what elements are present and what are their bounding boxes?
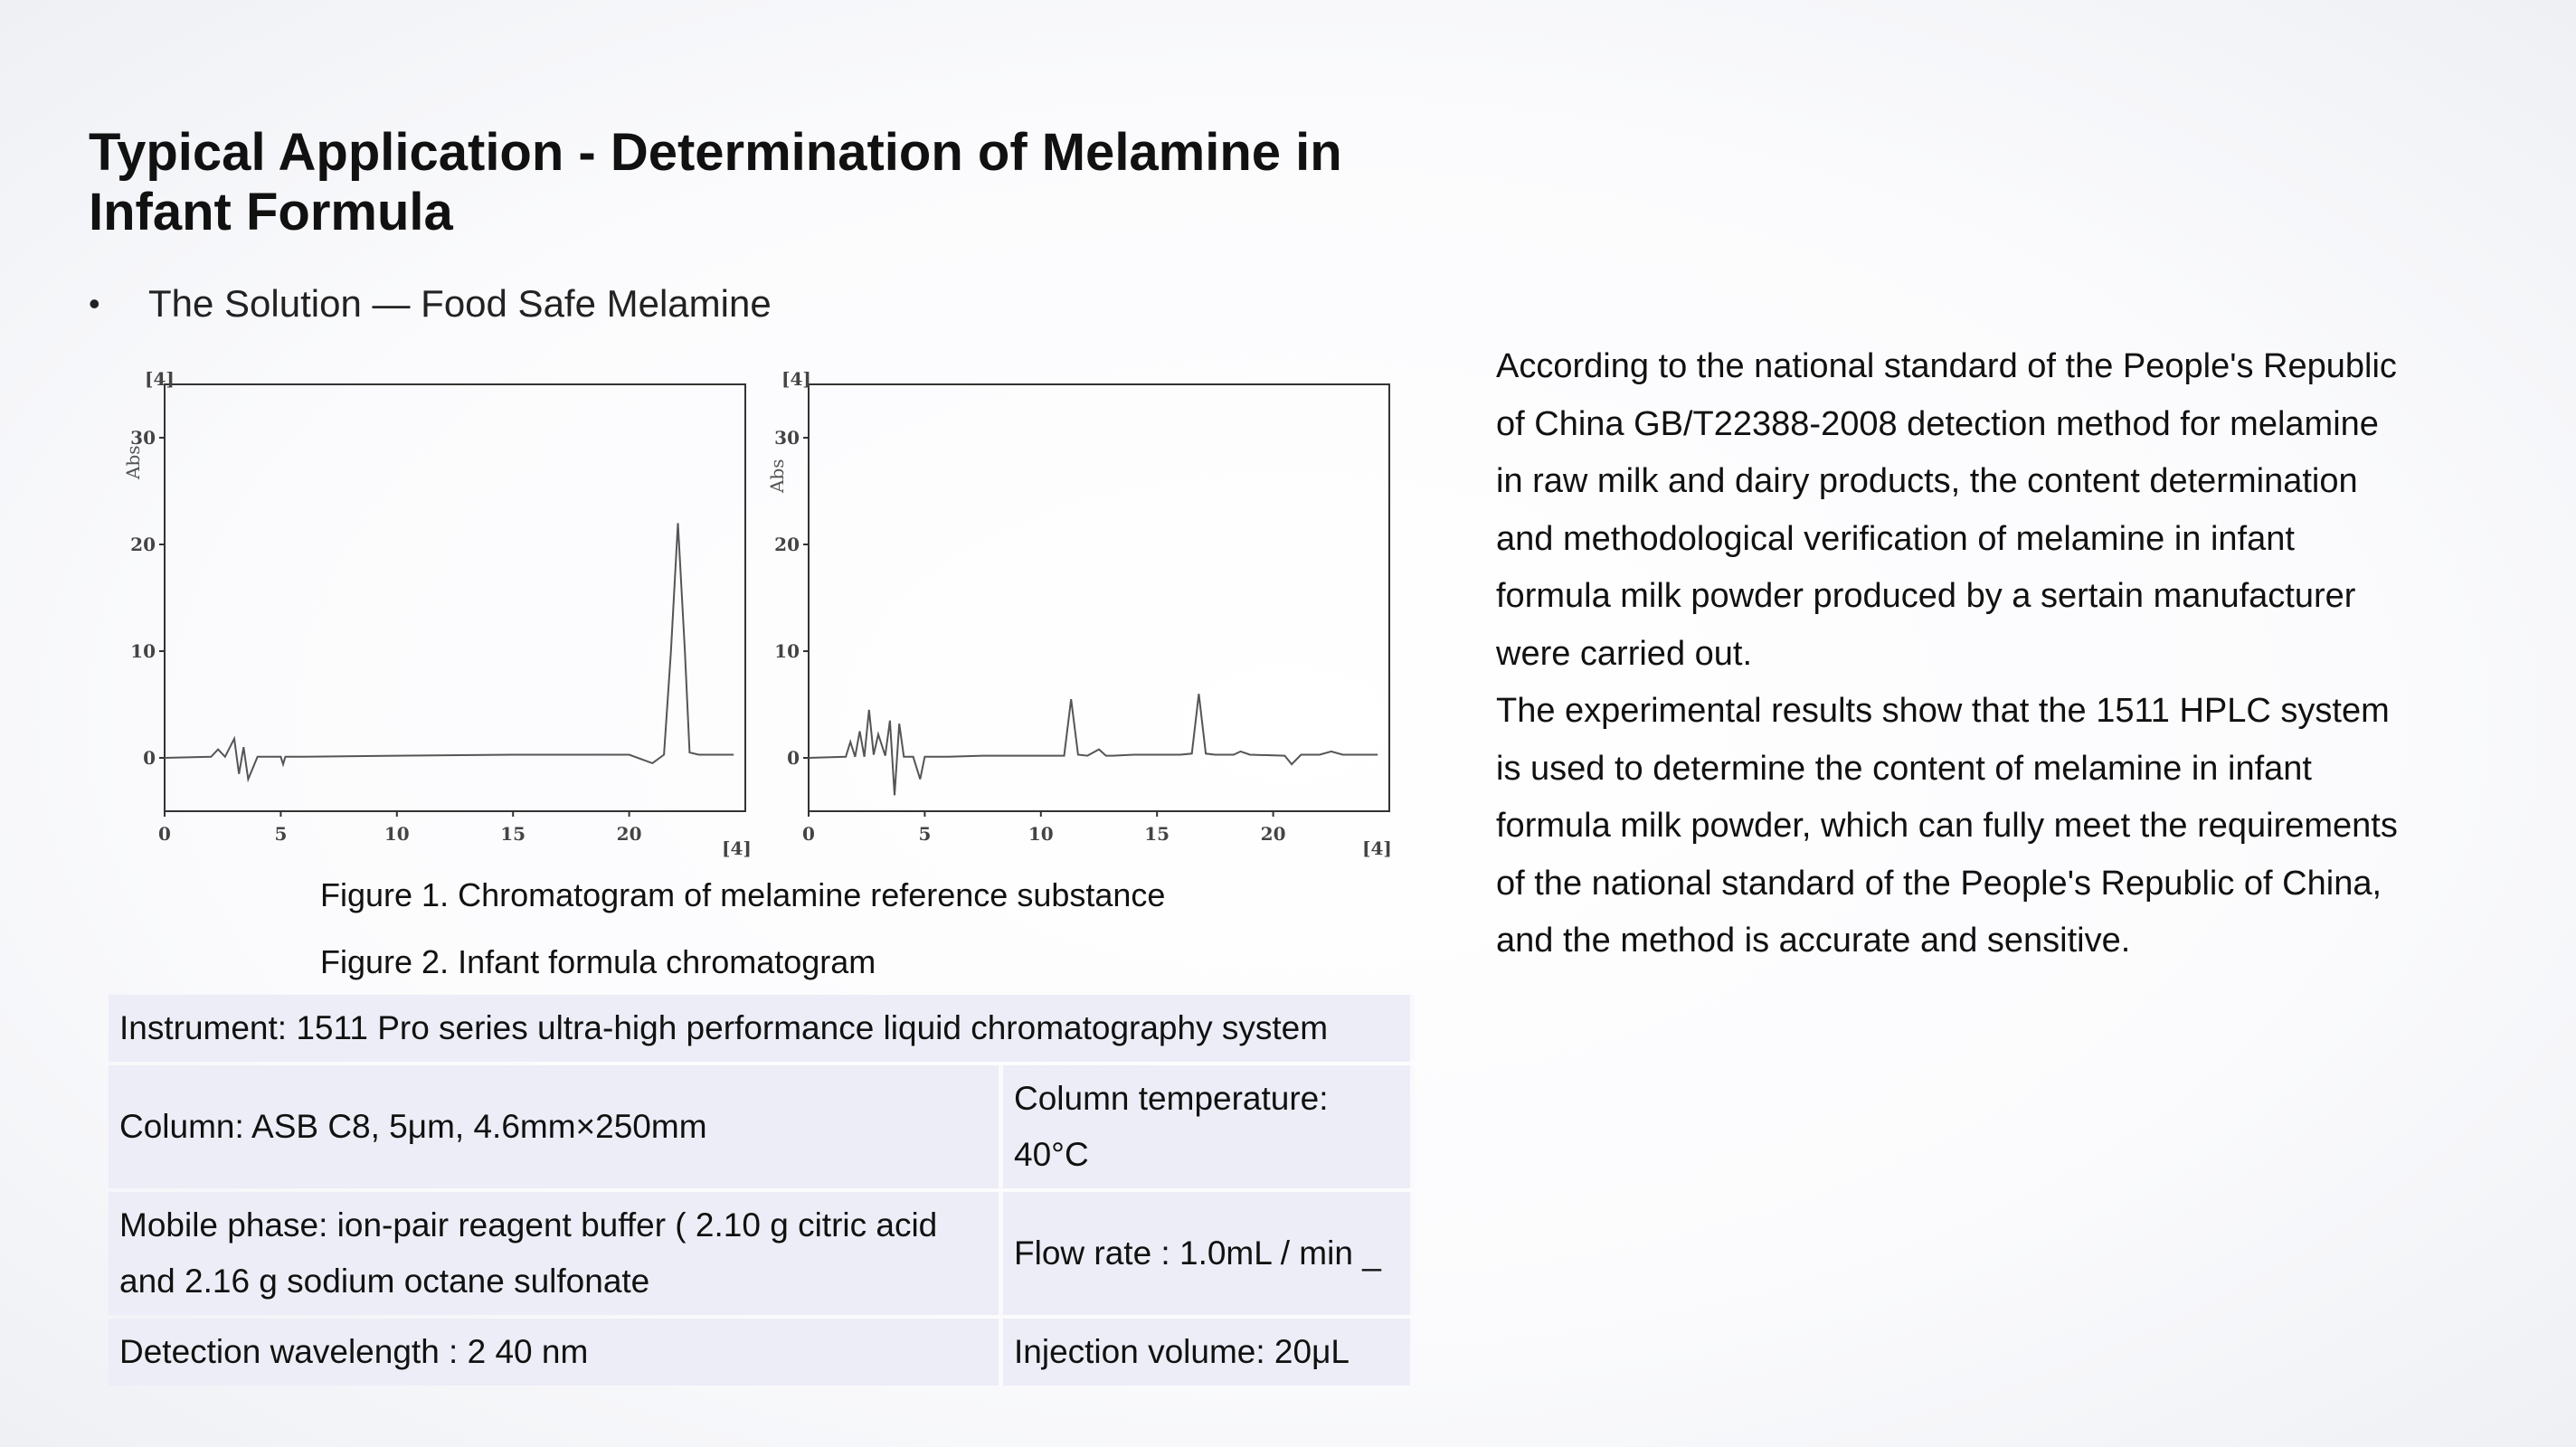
column-cell: Column: ASB C8, 5μm, 4.6mm×250mm (109, 1065, 1003, 1188)
y-tick-label: 0 (787, 747, 800, 769)
x-tick-label: 5 (918, 823, 932, 845)
y-tick-label: 10 (774, 640, 800, 662)
x-tick-label: 0 (158, 823, 171, 845)
description-paragraph-1: According to the national standard of the People's Republic of China GB/T22388-2008 detection method for melamine in raw milk and dairy products, the content determination and methodological verification of melamine in infant formula milk powder produced by a sertain manufacturer were carried out. (1496, 347, 2397, 673)
table-row (109, 995, 1415, 1062)
chromatogram-trace (809, 694, 1378, 795)
y-axis-label: Abs (766, 459, 788, 493)
y-tick-label: 0 (143, 747, 156, 769)
bullet-dot-icon: • (89, 285, 100, 322)
column-temperature-cell (1003, 1065, 1415, 1188)
y-axis-unit-mark: [4] (781, 368, 811, 390)
mobile-phase-line-1: Mobile phase: ion-pair reagent buffer ( 2.10 g citric acid (119, 1206, 938, 1244)
y-tick-label: 30 (130, 427, 156, 449)
parameters-table (109, 991, 1415, 1389)
y-tick-label: 10 (130, 640, 156, 662)
y-tick-label: 20 (130, 534, 156, 555)
x-tick-label: 15 (1144, 823, 1170, 845)
figure-2-caption: Figure 2. Infant formula chromatogram (320, 943, 876, 980)
y-axis-label: Abs (122, 445, 144, 479)
column-temperature-value: 40°C (1014, 1136, 1089, 1173)
bullet-text: The Solution — Food Safe Melamine (148, 282, 772, 325)
x-tick-label: 10 (1028, 823, 1054, 845)
column-temperature-label: Column temperature: (1014, 1080, 1329, 1117)
mobile-phase-cell (109, 1192, 1003, 1315)
slide-title: Typical Application - Determination of Melamine in Infant Formula (89, 123, 1342, 241)
bullet-item (89, 277, 772, 331)
table-row (109, 1192, 1415, 1315)
x-tick-label: 15 (500, 823, 526, 845)
table-row (109, 1065, 1415, 1188)
description-paragraph-2: The experimental results show that the 1511 HPLC system is used to determine the content of melamine in infant formula milk powder, which can fully meet the requirements of the national standard of the People's Republic of China, and the method is accurate and sensitive. (1496, 692, 2398, 960)
chromatogram-chart-2 (763, 362, 1415, 886)
mobile-phase-line-2: and 2.16 g sodium octane sulfonate (119, 1263, 650, 1300)
x-tick-label: 20 (616, 823, 642, 845)
x-tick-label: 0 (802, 823, 815, 845)
chromatogram-1-svg (118, 362, 769, 886)
figure-1-caption: Figure 1. Chromatogram of melamine reference substance (320, 876, 1166, 913)
table-row (109, 1319, 1415, 1386)
description-text (1496, 338, 2401, 970)
x-ticks (158, 811, 641, 845)
chromatogram-trace (165, 523, 734, 779)
plot-frame (809, 384, 1389, 811)
flow-rate-cell: Flow rate : 1.0mL / min _ (1003, 1192, 1415, 1315)
injection-volume-cell: Injection volume: 20μL (1003, 1319, 1415, 1386)
detection-wavelength-cell: Detection wavelength : 2 40 nm (109, 1319, 1003, 1386)
y-axis-unit-mark: [4] (145, 368, 175, 390)
y-tick-label: 30 (774, 427, 800, 449)
x-axis-unit-mark: [4] (1362, 837, 1392, 859)
x-tick-label: 10 (384, 823, 410, 845)
plot-frame (165, 384, 745, 811)
x-ticks (802, 811, 1285, 845)
chromatogram-chart-1 (118, 362, 769, 886)
chromatogram-2-svg (763, 362, 1415, 886)
x-axis-unit-mark: [4] (722, 837, 752, 859)
y-tick-label: 20 (774, 534, 800, 555)
instrument-cell: Instrument: 1511 Pro series ultra-high performance liquid chromatography system (109, 995, 1415, 1062)
x-tick-label: 5 (274, 823, 288, 845)
x-tick-label: 20 (1260, 823, 1286, 845)
